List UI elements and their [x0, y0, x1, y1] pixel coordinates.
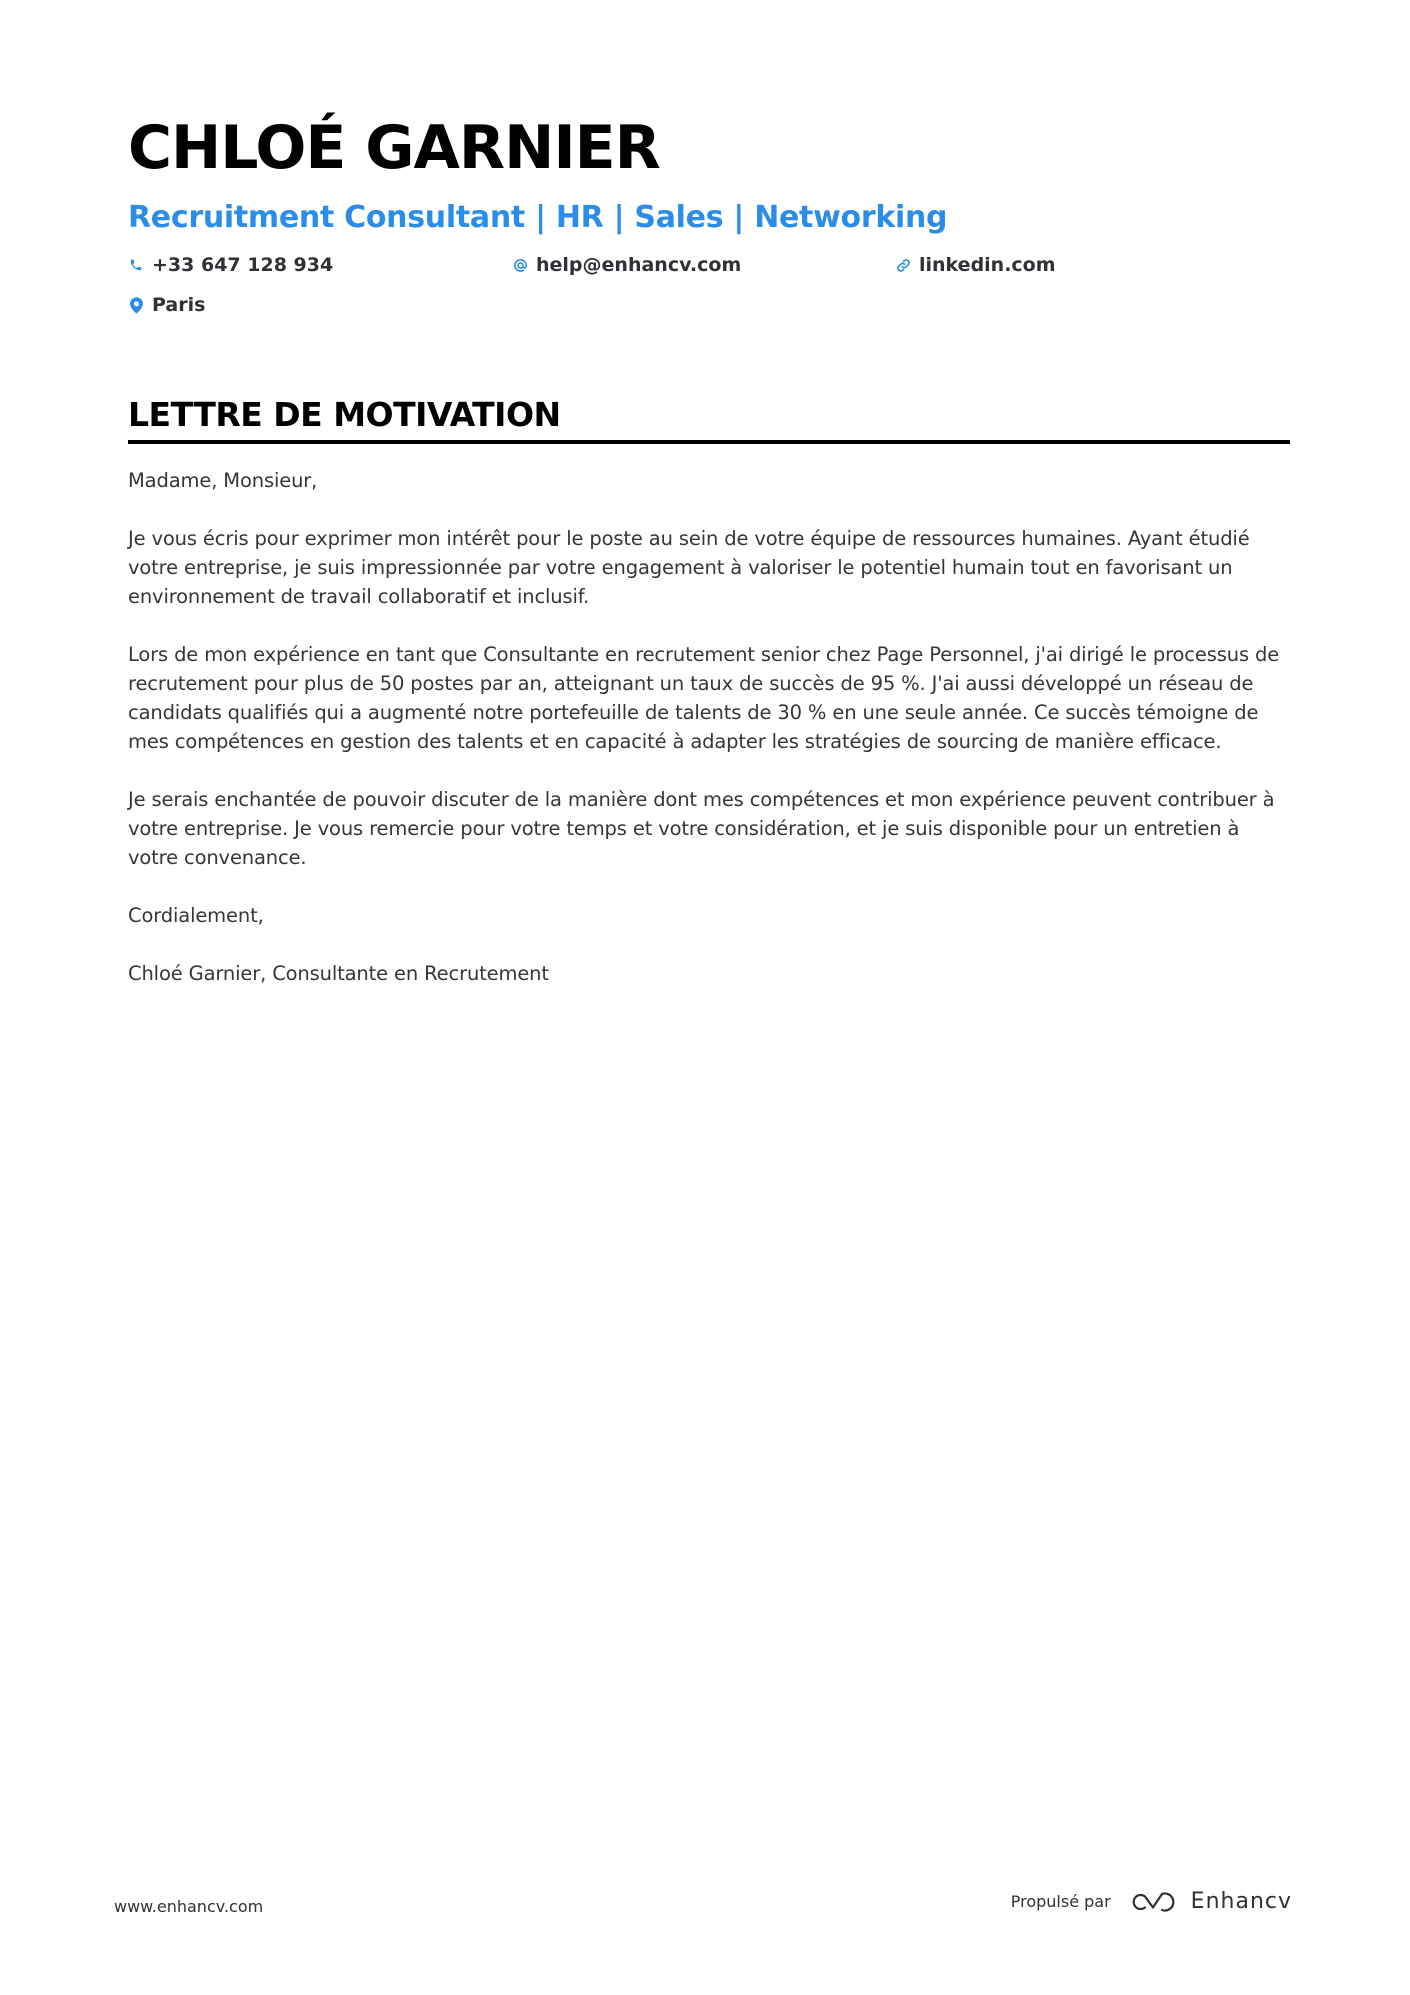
- location-pin-icon: [128, 295, 144, 315]
- link-icon: [895, 255, 911, 275]
- signature: Chloé Garnier, Consultante en Recrutement: [128, 962, 549, 985]
- contact-phone: [128, 252, 333, 278]
- brand-name: Enhancv: [1190, 1889, 1292, 1914]
- contact-email[interactable]: [512, 252, 741, 278]
- at-icon: [512, 255, 528, 275]
- paragraph: Je vous écris pour exprimer mon intérêt pour le poste au sein de votre équipe de ressources humaines. Ayant étudié votre entreprise, je suis impressionnée par votre engagement à valoriser le potentiel humain tout en favorisant un environnement de travail collaboratif et inclusif.: [128, 527, 1250, 608]
- paragraph: Je serais enchantée de pouvoir discuter de la manière dont mes compétences et mon expérience peuvent contribuer à votre entreprise. Je vous remercie pour votre temps et votre considération, et je suis disponible pour un entretien à votre convenance.: [128, 788, 1275, 869]
- header: [128, 112, 1290, 332]
- contact-link[interactable]: [895, 252, 1056, 278]
- salutation: Madame, Monsieur,: [128, 469, 318, 492]
- footer-website[interactable]: www.enhancv.com: [114, 1897, 264, 1916]
- phone-text: +33 647 128 934: [152, 254, 334, 276]
- phone-icon: [128, 255, 144, 275]
- contact-location: [128, 292, 205, 318]
- letter-body: [128, 466, 1290, 988]
- location-text: Paris: [152, 294, 206, 316]
- candidate-name: CHLOÉ GARNIER: [128, 113, 660, 183]
- section-divider: [128, 440, 1290, 444]
- paragraph: Lors de mon expérience en tant que Consultante en recrutement senior chez Page Personnel, j'ai dirigé le processus de recrutement pour plus de 50 postes par an, atteignant un taux de succès de 95 %. J'ai aussi développé un réseau de candidats qualifiés qui a augmenté notre portefeuille de talents de 30 % en une seule année. Ce succès témoigne de mes compétences en gestion des talents et en capacité à adapter les stratégies de sourcing de manière efficace.: [128, 643, 1280, 753]
- closing: Cordialement,: [128, 904, 264, 927]
- link-text: linkedin.com: [919, 254, 1056, 276]
- enhancv-logo-icon: [1131, 1889, 1179, 1915]
- contact-info: [128, 252, 1290, 332]
- email-text: help@enhancv.com: [536, 254, 742, 276]
- powered-by-label: Propulsé par: [1010, 1892, 1111, 1911]
- candidate-title: Recruitment Consultant | HR | Sales | Networking: [128, 200, 948, 235]
- section-heading: LETTRE DE MOTIVATION: [128, 395, 561, 434]
- footer-branding: [1011, 1889, 1292, 1915]
- letter-section: [128, 392, 1290, 1017]
